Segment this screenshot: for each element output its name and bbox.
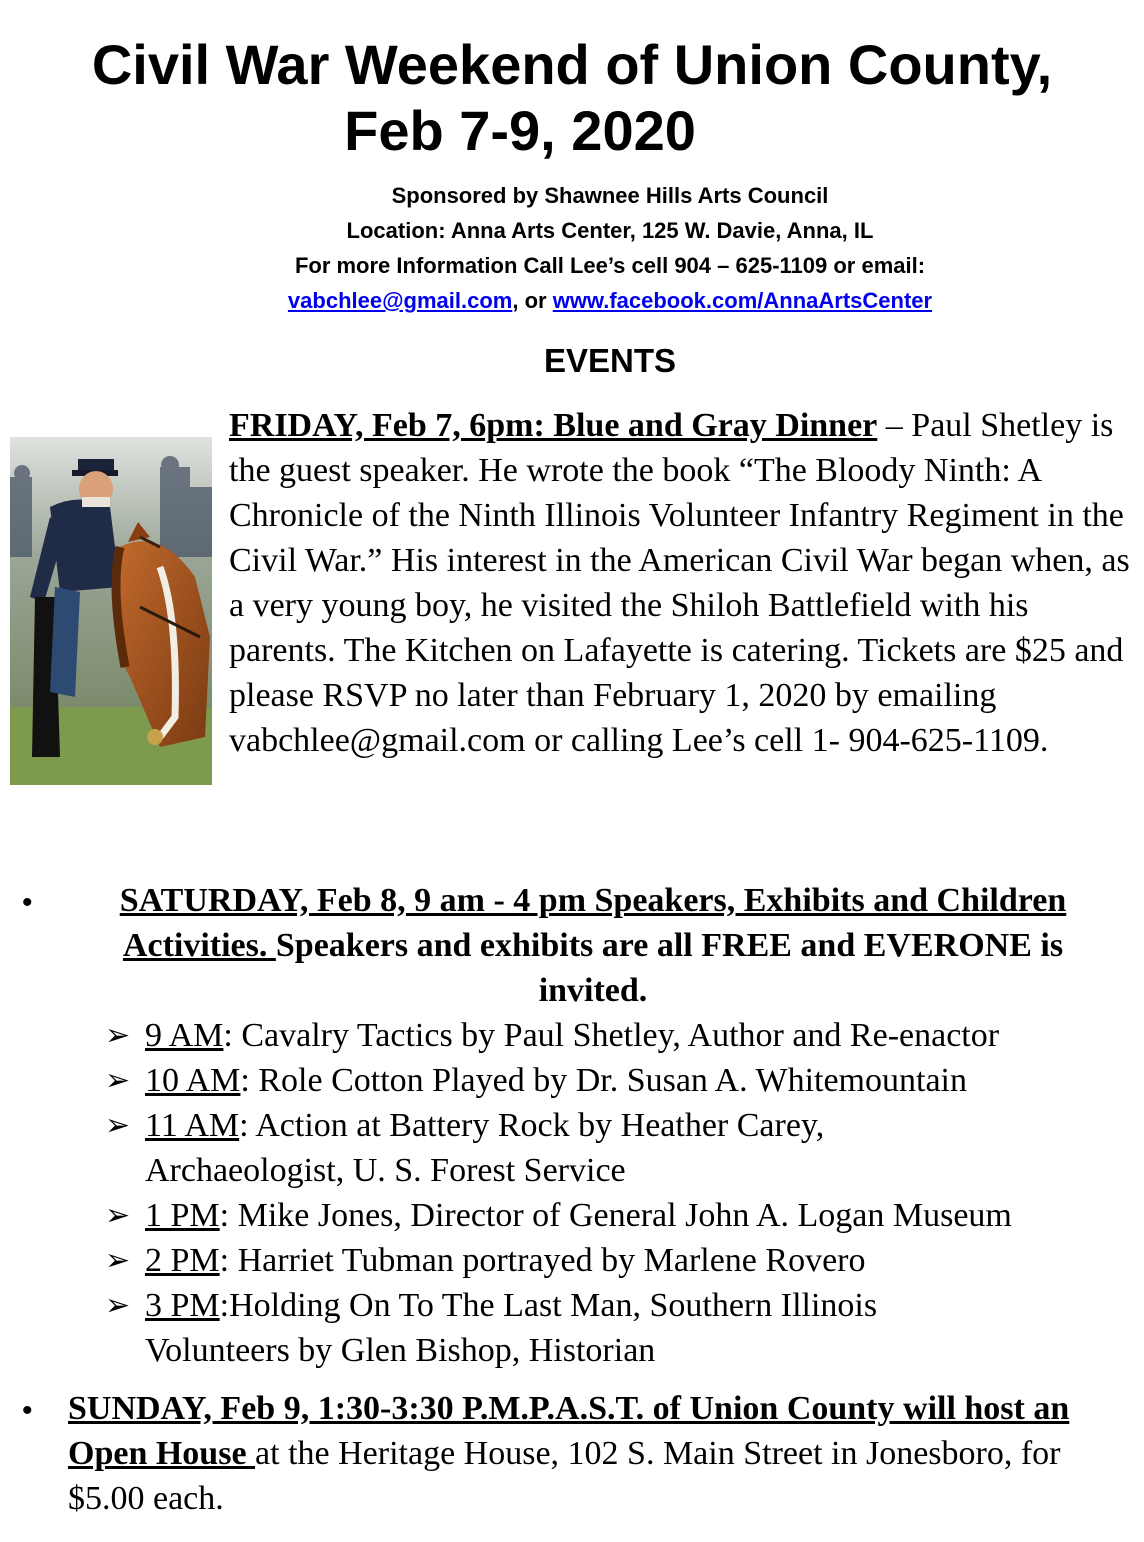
- schedule-time: 2 PM: [145, 1242, 220, 1279]
- arrow-bullet-icon: ➢: [105, 1064, 131, 1097]
- friday-body: – Paul Shetley is the guest speaker. He wrote the book “The Bloody Ninth: A Chronicle of the Ninth Illinois Volunteer Infantry Regiment in the Civil War.” His interest in the American Civil War began when, as a very young boy, he visited the Shiloh Battlefield with his parents. The Kitchen on Lafayette is catering. Tickets are $25 and please RSVP no later than February 1, 2020 by emailing vabchlee@gmail.com or calling Lee’s cell 1- 904-625-1109.: [229, 407, 1130, 759]
- schedule-desc: : Harriet Tubman portrayed by Marlene Rovero: [219, 1242, 866, 1279]
- arrow-bullet-icon: ➢: [105, 1109, 131, 1142]
- saturday-event: [68, 878, 1118, 1013]
- sunday-body: at the Heritage House, 102 S. Main Street in Jonesboro, for $5.00 each.: [68, 1435, 1061, 1517]
- or-text: , or: [512, 288, 553, 313]
- friday-heading: FRIDAY, Feb 7, 6pm: Blue and Gray Dinner: [229, 407, 878, 444]
- saturday-heading: SATURDAY, Feb 8, 9 am - 4 pm Speakers, Exhibits and Children Activities.: [119, 882, 1067, 964]
- reenactor-photo: [10, 437, 212, 785]
- email-link[interactable]: vabchlee@gmail.com: [287, 288, 513, 313]
- saturday-body: Speakers and exhibits are all FREE and EVERONE is invited.: [275, 927, 1064, 1009]
- schedule-time: 3 PM: [145, 1287, 220, 1324]
- schedule-time: 10 AM: [145, 1062, 241, 1099]
- sunday-heading: SUNDAY, Feb 9, 1:30-3:30 P.M.P.A.S.T. of Union County will host an Open House: [68, 1390, 1070, 1472]
- arrow-bullet-icon: ➢: [105, 1019, 131, 1052]
- arrow-bullet-icon: ➢: [105, 1199, 131, 1232]
- sunday-event: [68, 1386, 1118, 1521]
- schedule-desc: :Holding On To The Last Man, Southern Illinois Volunteers by Glen Bishop, Historian: [145, 1287, 878, 1369]
- schedule-time: 1 PM: [145, 1197, 220, 1234]
- schedule-time: 9 AM: [145, 1017, 224, 1054]
- page-title-line-2: Feb 7-9, 2020: [344, 99, 696, 162]
- friday-event: [229, 403, 1134, 763]
- schedule-desc: : Role Cotton Played by Dr. Susan A. Whitemountain: [240, 1062, 967, 1099]
- arrow-bullet-icon: ➢: [105, 1244, 131, 1277]
- events-heading: EVENTS: [543, 342, 677, 379]
- schedule-desc: : Action at Battery Rock by Heather Carey, Archaeologist, U. S. Forest Service: [145, 1107, 825, 1189]
- schedule-desc: : Mike Jones, Director of General John A. Logan Museum: [219, 1197, 1012, 1234]
- links-line: [0, 283, 1144, 318]
- reenactor-horse-image: [10, 437, 212, 785]
- location-line: Location: Anna Arts Center, 125 W. Davie, Anna, IL: [346, 218, 874, 243]
- saturday-bullet: •: [22, 886, 33, 919]
- sunday-bullet: •: [22, 1394, 33, 1427]
- schedule-time: 11 AM: [145, 1107, 240, 1144]
- page-title-line-1: Civil War Weekend of Union County,: [91, 33, 1053, 96]
- facebook-link[interactable]: www.facebook.com/AnnaArtsCenter: [552, 288, 933, 313]
- sponsor-line: Sponsored by Shawnee Hills Arts Council: [391, 183, 829, 208]
- arrow-bullet-icon: ➢: [105, 1289, 131, 1322]
- schedule-desc: : Cavalry Tactics by Paul Shetley, Author and Re-enactor: [223, 1017, 1000, 1054]
- contact-line: For more Information Call Lee’s cell 904 – 625-1109 or email:: [294, 253, 926, 278]
